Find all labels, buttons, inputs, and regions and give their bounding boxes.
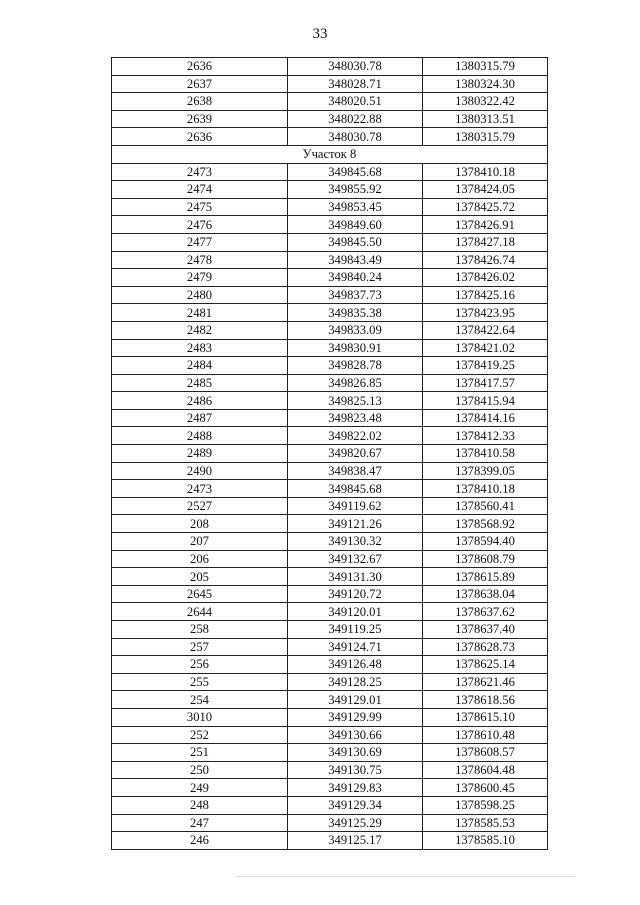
- y-coordinate-cell: 1378637.40: [423, 621, 548, 639]
- point-number-cell: 2644: [112, 603, 288, 621]
- x-coordinate-cell: 349830.91: [288, 339, 423, 357]
- table-row: [112, 110, 548, 128]
- x-coordinate-cell: 349129.99: [288, 708, 423, 726]
- x-coordinate-cell: 349838.47: [288, 462, 423, 480]
- y-coordinate-cell: 1378427.18: [423, 233, 548, 251]
- point-number-cell: 255: [112, 673, 288, 691]
- table-row: [112, 75, 548, 93]
- x-coordinate-cell: 349119.62: [288, 497, 423, 515]
- coordinates-table-bottom: [112, 163, 548, 849]
- table-row: [112, 198, 548, 216]
- table-row: [112, 286, 548, 304]
- page-number: 33: [312, 26, 328, 42]
- y-coordinate-cell: 1378421.02: [423, 339, 548, 357]
- y-coordinate-cell: 1378604.48: [423, 761, 548, 779]
- y-coordinate-cell: 1378608.79: [423, 550, 548, 568]
- point-number-cell: 2645: [112, 585, 288, 603]
- table-row: [112, 445, 548, 463]
- table-row: [112, 93, 548, 111]
- y-coordinate-cell: 1378426.74: [423, 251, 548, 269]
- section-header: [112, 145, 548, 163]
- table-row: [112, 321, 548, 339]
- point-number-cell: 2474: [112, 181, 288, 199]
- point-number-cell: 2479: [112, 269, 288, 287]
- point-number-cell: 2478: [112, 251, 288, 269]
- table-row: [112, 462, 548, 480]
- x-coordinate-cell: 349130.75: [288, 761, 423, 779]
- y-coordinate-cell: 1378425.72: [423, 198, 548, 216]
- y-coordinate-cell: 1378410.18: [423, 480, 548, 498]
- y-coordinate-cell: 1378610.48: [423, 726, 548, 744]
- point-number-cell: 2490: [112, 462, 288, 480]
- y-coordinate-cell: 1378621.46: [423, 673, 548, 691]
- table-row: [112, 515, 548, 533]
- point-number-cell: 2475: [112, 198, 288, 216]
- x-coordinate-cell: 349119.25: [288, 621, 423, 639]
- table-row: [112, 638, 548, 656]
- table-row: [112, 374, 548, 392]
- y-coordinate-cell: 1378600.45: [423, 779, 548, 797]
- point-number-cell: 248: [112, 796, 288, 814]
- point-number-cell: 208: [112, 515, 288, 533]
- y-coordinate-cell: 1378560.41: [423, 497, 548, 515]
- table-row: [112, 673, 548, 691]
- x-coordinate-cell: 348030.78: [288, 58, 423, 76]
- y-coordinate-cell: 1378414.16: [423, 409, 548, 427]
- y-coordinate-cell: 1380324.30: [423, 75, 548, 93]
- x-coordinate-cell: 349121.26: [288, 515, 423, 533]
- y-coordinate-cell: 1378598.25: [423, 796, 548, 814]
- y-coordinate-cell: 1378637.62: [423, 603, 548, 621]
- table-row: [112, 533, 548, 551]
- x-coordinate-cell: 348030.78: [288, 128, 423, 146]
- point-number-cell: 2527: [112, 497, 288, 515]
- table-row: [112, 163, 548, 181]
- x-coordinate-cell: 349855.92: [288, 181, 423, 199]
- y-coordinate-cell: 1380315.79: [423, 128, 548, 146]
- y-coordinate-cell: 1378568.92: [423, 515, 548, 533]
- table-row: [112, 832, 548, 850]
- point-number-cell: 2487: [112, 409, 288, 427]
- x-coordinate-cell: 349843.49: [288, 251, 423, 269]
- x-coordinate-cell: 349120.72: [288, 585, 423, 603]
- y-coordinate-cell: 1378618.56: [423, 691, 548, 709]
- x-coordinate-cell: 349845.68: [288, 480, 423, 498]
- point-number-cell: 256: [112, 656, 288, 674]
- x-coordinate-cell: 349129.83: [288, 779, 423, 797]
- point-number-cell: 206: [112, 550, 288, 568]
- point-number-cell: 257: [112, 638, 288, 656]
- y-coordinate-cell: 1378594.40: [423, 533, 548, 551]
- point-number-cell: 207: [112, 533, 288, 551]
- point-number-cell: 2484: [112, 357, 288, 375]
- coordinates-table-top: [112, 58, 548, 146]
- table-row: [112, 779, 548, 797]
- y-coordinate-cell: 1378412.33: [423, 427, 548, 445]
- table-row: [112, 585, 548, 603]
- point-number-cell: 258: [112, 621, 288, 639]
- point-number-cell: 2636: [112, 128, 288, 146]
- point-number-cell: 2482: [112, 321, 288, 339]
- table-row: [112, 233, 548, 251]
- x-coordinate-cell: 349853.45: [288, 198, 423, 216]
- scan-artifact-line: [235, 876, 575, 877]
- table-row: [112, 269, 548, 287]
- y-coordinate-cell: 1378423.95: [423, 304, 548, 322]
- table-row: [112, 708, 548, 726]
- y-coordinate-cell: 1378426.91: [423, 216, 548, 234]
- point-number-cell: 2636: [112, 58, 288, 76]
- table-row: [112, 691, 548, 709]
- point-number-cell: 251: [112, 744, 288, 762]
- x-coordinate-cell: 349126.48: [288, 656, 423, 674]
- table-row: [112, 656, 548, 674]
- x-coordinate-cell: 349128.25: [288, 673, 423, 691]
- table-row: [112, 304, 548, 322]
- x-coordinate-cell: 348028.71: [288, 75, 423, 93]
- y-coordinate-cell: 1378426.02: [423, 269, 548, 287]
- x-coordinate-cell: 349125.17: [288, 832, 423, 850]
- x-coordinate-cell: 349124.71: [288, 638, 423, 656]
- table-row: [112, 480, 548, 498]
- table-row: [112, 603, 548, 621]
- y-coordinate-cell: 1378422.64: [423, 321, 548, 339]
- table-row: [112, 744, 548, 762]
- point-number-cell: 2488: [112, 427, 288, 445]
- y-coordinate-cell: 1378410.18: [423, 163, 548, 181]
- y-coordinate-cell: 1378615.89: [423, 568, 548, 586]
- x-coordinate-cell: 349130.69: [288, 744, 423, 762]
- x-coordinate-cell: 349840.24: [288, 269, 423, 287]
- y-coordinate-cell: 1378628.73: [423, 638, 548, 656]
- y-coordinate-cell: 1380322.42: [423, 93, 548, 111]
- y-coordinate-cell: 1378615.10: [423, 708, 548, 726]
- x-coordinate-cell: 349125.29: [288, 814, 423, 832]
- point-number-cell: 2483: [112, 339, 288, 357]
- x-coordinate-cell: 349845.50: [288, 233, 423, 251]
- point-number-cell: 2489: [112, 445, 288, 463]
- table-row: [112, 814, 548, 832]
- table-row: [112, 621, 548, 639]
- y-coordinate-cell: 1378625.14: [423, 656, 548, 674]
- x-coordinate-cell: 348022.88: [288, 110, 423, 128]
- point-number-cell: 246: [112, 832, 288, 850]
- point-number-cell: 247: [112, 814, 288, 832]
- x-coordinate-cell: 349130.32: [288, 533, 423, 551]
- x-coordinate-cell: 349825.13: [288, 392, 423, 410]
- x-coordinate-cell: 349826.85: [288, 374, 423, 392]
- x-coordinate-cell: 349828.78: [288, 357, 423, 375]
- x-coordinate-cell: 349820.67: [288, 445, 423, 463]
- x-coordinate-cell: 349132.67: [288, 550, 423, 568]
- table-row: [112, 357, 548, 375]
- y-coordinate-cell: 1378410.58: [423, 445, 548, 463]
- point-number-cell: 2639: [112, 110, 288, 128]
- point-number-cell: 2477: [112, 233, 288, 251]
- y-coordinate-cell: 1378585.10: [423, 832, 548, 850]
- table-row: [112, 339, 548, 357]
- point-number-cell: 2473: [112, 480, 288, 498]
- section-title: Участок 8: [112, 145, 548, 163]
- x-coordinate-cell: 348020.51: [288, 93, 423, 111]
- point-number-cell: 254: [112, 691, 288, 709]
- point-number-cell: 2637: [112, 75, 288, 93]
- point-number-cell: 252: [112, 726, 288, 744]
- point-number-cell: 2485: [112, 374, 288, 392]
- table-row: [112, 761, 548, 779]
- point-number-cell: 250: [112, 761, 288, 779]
- coordinates-table: [111, 57, 548, 850]
- point-number-cell: 2481: [112, 304, 288, 322]
- point-number-cell: 2473: [112, 163, 288, 181]
- table-row: [112, 427, 548, 445]
- table-row: [112, 128, 548, 146]
- table-row: [112, 568, 548, 586]
- point-number-cell: 205: [112, 568, 288, 586]
- x-coordinate-cell: 349835.38: [288, 304, 423, 322]
- y-coordinate-cell: 1378419.25: [423, 357, 548, 375]
- x-coordinate-cell: 349129.34: [288, 796, 423, 814]
- table-row: [112, 392, 548, 410]
- y-coordinate-cell: 1378417.57: [423, 374, 548, 392]
- table-row: [112, 181, 548, 199]
- table-row: [112, 497, 548, 515]
- x-coordinate-cell: 349131.30: [288, 568, 423, 586]
- section-row: [112, 145, 548, 163]
- point-number-cell: 249: [112, 779, 288, 797]
- x-coordinate-cell: 349129.01: [288, 691, 423, 709]
- x-coordinate-cell: 349823.48: [288, 409, 423, 427]
- x-coordinate-cell: 349837.73: [288, 286, 423, 304]
- x-coordinate-cell: 349822.02: [288, 427, 423, 445]
- table-row: [112, 409, 548, 427]
- table-row: [112, 796, 548, 814]
- point-number-cell: 2638: [112, 93, 288, 111]
- y-coordinate-cell: 1378638.04: [423, 585, 548, 603]
- table-row: [112, 58, 548, 76]
- y-coordinate-cell: 1378585.53: [423, 814, 548, 832]
- table-row: [112, 216, 548, 234]
- y-coordinate-cell: 1378425.16: [423, 286, 548, 304]
- x-coordinate-cell: 349120.01: [288, 603, 423, 621]
- y-coordinate-cell: 1378399.05: [423, 462, 548, 480]
- point-number-cell: 2476: [112, 216, 288, 234]
- point-number-cell: 3010: [112, 708, 288, 726]
- x-coordinate-cell: 349833.09: [288, 321, 423, 339]
- table-row: [112, 251, 548, 269]
- x-coordinate-cell: 349130.66: [288, 726, 423, 744]
- y-coordinate-cell: 1380313.51: [423, 110, 548, 128]
- y-coordinate-cell: 1378608.57: [423, 744, 548, 762]
- y-coordinate-cell: 1378424.05: [423, 181, 548, 199]
- y-coordinate-cell: 1380315.79: [423, 58, 548, 76]
- point-number-cell: 2486: [112, 392, 288, 410]
- x-coordinate-cell: 349845.68: [288, 163, 423, 181]
- x-coordinate-cell: 349849.60: [288, 216, 423, 234]
- point-number-cell: 2480: [112, 286, 288, 304]
- y-coordinate-cell: 1378415.94: [423, 392, 548, 410]
- table-row: [112, 550, 548, 568]
- table-row: [112, 726, 548, 744]
